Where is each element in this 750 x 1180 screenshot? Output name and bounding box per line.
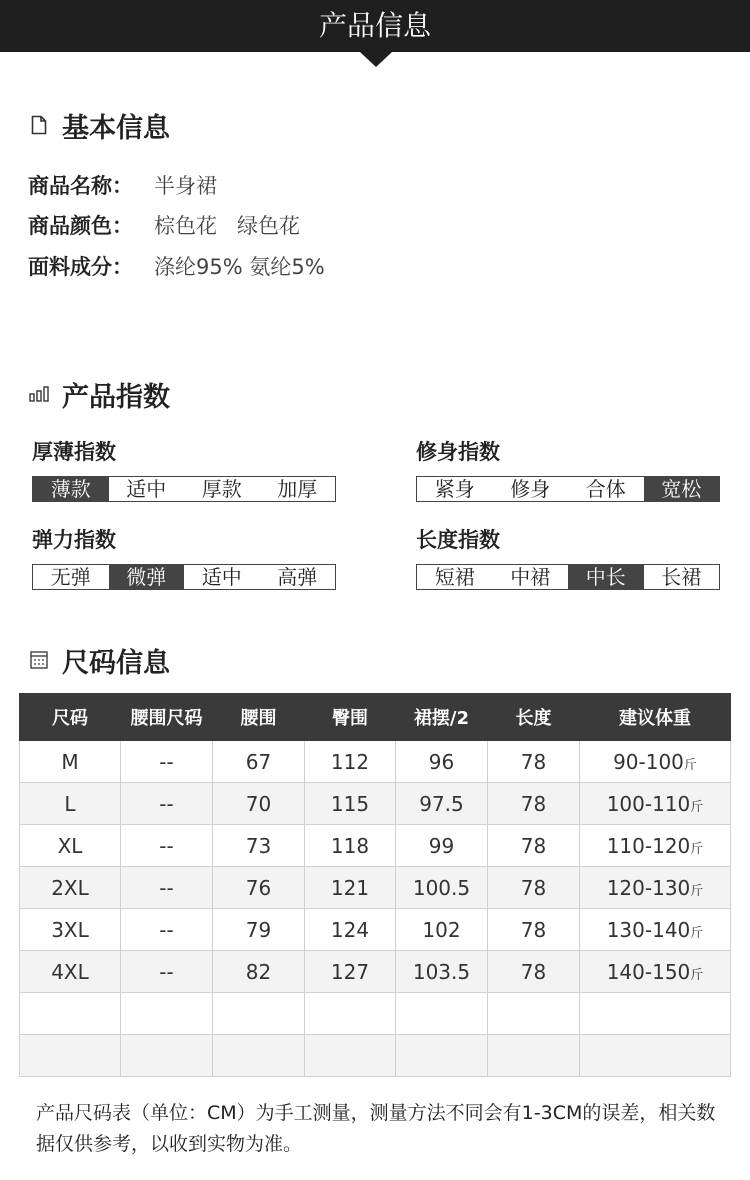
table-cell	[213, 1035, 305, 1077]
table-cell	[305, 993, 396, 1035]
table-cell	[121, 1035, 213, 1077]
table-cell: 103.5	[396, 951, 488, 993]
table-row	[20, 909, 731, 951]
table-cell	[488, 1035, 580, 1077]
info-value: 棕色花 绿色花	[154, 214, 301, 238]
table-cell	[396, 993, 488, 1035]
table-cell: --	[121, 867, 213, 909]
size-footnote: 产品尺码表（单位：CM）为手工测量，测量方法不同会有1-3CM的误差，相关数据仅供参考，以收到实物为准。	[36, 1102, 716, 1155]
table-cell	[580, 783, 731, 825]
table-cell	[213, 993, 305, 1035]
table-cell	[580, 741, 731, 783]
index-option: 无弹	[50, 565, 91, 589]
index-title-thickness: 厚薄指数	[32, 440, 116, 464]
table-header-row	[20, 694, 731, 741]
table-cell: --	[121, 909, 213, 951]
index-option: 合体	[585, 477, 626, 501]
table-cell: 100.5	[396, 867, 488, 909]
table-cell: M	[20, 741, 121, 783]
weight-value: 120-130	[606, 875, 691, 900]
weight-value: 110-120	[606, 833, 691, 858]
index-option: 高弹	[277, 565, 318, 589]
table-row-empty	[20, 993, 731, 1035]
table-row	[20, 867, 731, 909]
index-option: 厚款	[201, 477, 242, 501]
table-row	[20, 783, 731, 825]
index-option-selected: 宽松	[644, 477, 720, 501]
column-header: 腰围	[213, 694, 305, 741]
section-product-index	[28, 376, 170, 412]
index-option-selected: 薄款	[33, 477, 109, 501]
table-cell: 112	[305, 741, 396, 783]
index-title-length: 长度指数	[416, 528, 500, 552]
info-row-name	[28, 172, 217, 200]
table-cell: 96	[396, 741, 488, 783]
weight-value: 130-140	[606, 917, 691, 942]
table-cell: L	[20, 783, 121, 825]
table-cell: 99	[396, 825, 488, 867]
table-cell: --	[121, 783, 213, 825]
section-title: 产品指数	[62, 381, 170, 413]
table-cell	[488, 993, 580, 1035]
column-header: 裙摆/2	[396, 694, 488, 741]
document-icon	[28, 114, 50, 136]
table-row-empty	[20, 1035, 731, 1077]
table-cell: 97.5	[396, 783, 488, 825]
table-cell: 79	[213, 909, 305, 951]
section-basic-info	[28, 107, 170, 143]
table-cell: --	[121, 825, 213, 867]
table-cell: 102	[396, 909, 488, 951]
table-cell	[580, 867, 731, 909]
table-cell: 115	[305, 783, 396, 825]
table-cell	[580, 1035, 731, 1077]
info-row-color	[28, 212, 300, 240]
index-option: 紧身	[434, 477, 475, 501]
table-cell: 78	[488, 867, 580, 909]
table-cell: 2XL	[20, 867, 121, 909]
table-cell	[20, 1035, 121, 1077]
weight-unit: 斤	[690, 967, 704, 983]
column-header: 长度	[488, 694, 580, 741]
index-bar-thickness	[32, 476, 336, 502]
table-cell	[580, 909, 731, 951]
table-cell	[580, 951, 731, 993]
info-label: 面料成分：	[28, 255, 133, 279]
index-option: 加厚	[277, 477, 318, 501]
table-cell	[396, 1035, 488, 1077]
index-option-selected: 中长	[568, 565, 644, 589]
table-cell: 124	[305, 909, 396, 951]
table-cell: 78	[488, 951, 580, 993]
size-table-body	[20, 741, 731, 1077]
grid-icon	[28, 649, 50, 671]
index-option: 长裙	[661, 565, 702, 589]
index-title-fit: 修身指数	[416, 440, 500, 464]
table-cell	[580, 993, 731, 1035]
weight-unit: 斤	[690, 883, 704, 899]
info-row-fabric	[28, 253, 325, 281]
column-header: 尺码	[20, 694, 121, 741]
weight-value: 90-100	[613, 749, 684, 774]
index-bar-elasticity	[32, 564, 336, 590]
table-row	[20, 825, 731, 867]
weight-unit: 斤	[683, 757, 697, 773]
table-cell: 82	[213, 951, 305, 993]
bar-chart-icon	[28, 383, 50, 405]
weight-unit: 斤	[690, 799, 704, 815]
index-bar-length	[416, 564, 720, 590]
index-bar-fit	[416, 476, 720, 502]
table-cell	[305, 1035, 396, 1077]
column-header: 臀围	[305, 694, 396, 741]
info-label: 商品颜色：	[28, 214, 133, 238]
index-title-elasticity: 弹力指数	[32, 528, 116, 552]
size-table	[19, 693, 731, 1077]
table-cell: 3XL	[20, 909, 121, 951]
table-cell: 78	[488, 783, 580, 825]
table-cell	[121, 993, 213, 1035]
table-cell: 121	[305, 867, 396, 909]
table-cell: XL	[20, 825, 121, 867]
column-header: 建议体重	[580, 694, 731, 741]
index-option: 短裙	[434, 565, 475, 589]
table-cell: 73	[213, 825, 305, 867]
index-option: 适中	[201, 565, 242, 589]
table-cell: --	[121, 951, 213, 993]
weight-unit: 斤	[690, 925, 704, 941]
table-cell	[580, 825, 731, 867]
info-label: 商品名称：	[28, 174, 133, 198]
table-cell: 67	[213, 741, 305, 783]
index-option: 中裙	[510, 565, 551, 589]
table-cell: 70	[213, 783, 305, 825]
table-row	[20, 741, 731, 783]
info-value: 涤纶95% 氨纶5%	[154, 255, 325, 279]
table-cell: 78	[488, 825, 580, 867]
page-title: 产品信息	[318, 9, 431, 42]
weight-unit: 斤	[690, 841, 704, 857]
table-cell: 78	[488, 741, 580, 783]
index-option: 适中	[126, 477, 167, 501]
table-cell: 78	[488, 909, 580, 951]
table-cell	[20, 993, 121, 1035]
info-value: 半身裙	[154, 174, 217, 198]
column-header: 腰围尺码	[121, 694, 213, 741]
table-row	[20, 951, 731, 993]
table-cell: 4XL	[20, 951, 121, 993]
section-title: 尺码信息	[62, 647, 170, 679]
section-size-info	[28, 642, 170, 678]
section-title: 基本信息	[62, 112, 170, 144]
index-option: 修身	[510, 477, 551, 501]
index-option-selected: 微弹	[109, 565, 185, 589]
weight-value: 140-150	[606, 959, 691, 984]
table-cell: 118	[305, 825, 396, 867]
header-notch	[360, 52, 392, 67]
weight-value: 100-110	[606, 791, 691, 816]
table-cell: 127	[305, 951, 396, 993]
table-cell: --	[121, 741, 213, 783]
table-cell: 76	[213, 867, 305, 909]
